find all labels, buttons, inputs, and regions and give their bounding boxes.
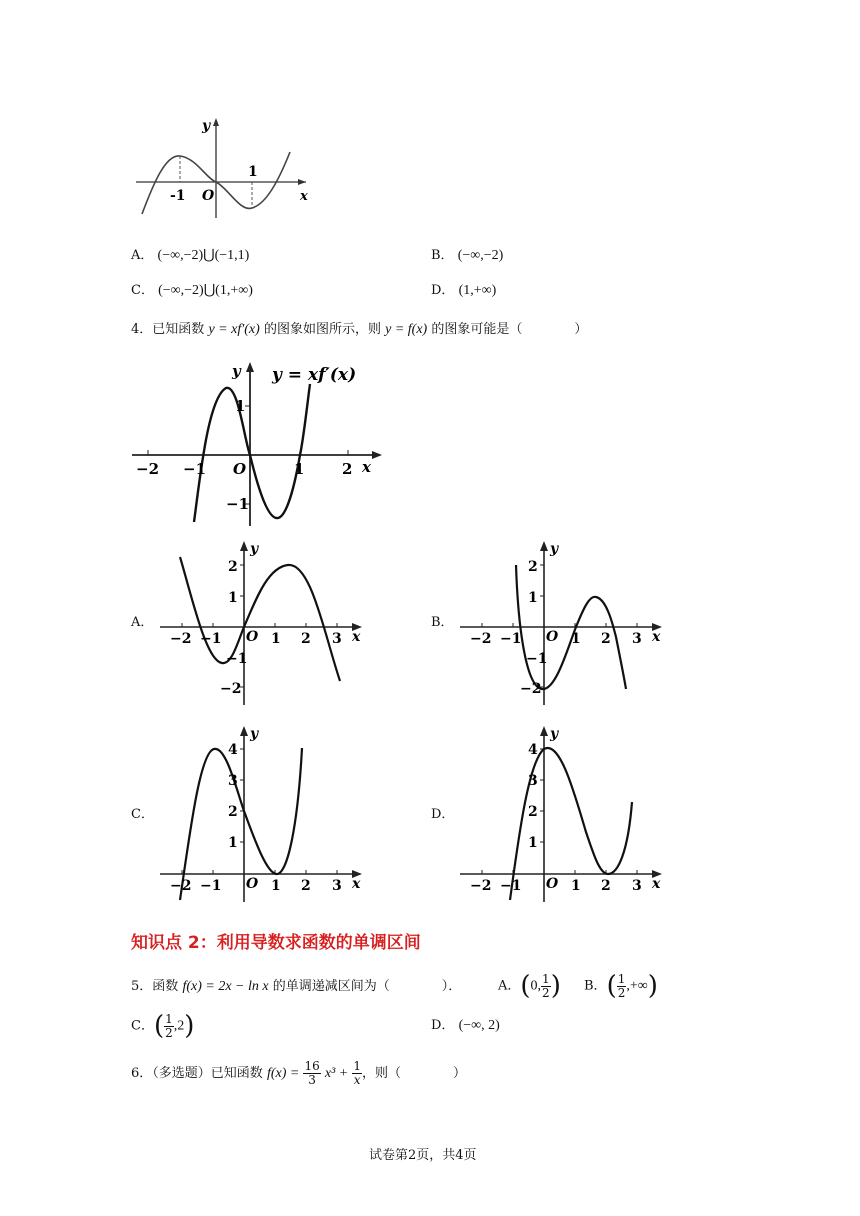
gc-ytick: 4 <box>228 742 238 758</box>
ga-x: x <box>352 629 361 645</box>
gd-origin: O <box>546 876 559 892</box>
gc-xtick: −1 <box>200 878 222 894</box>
q3-option-a-text: (−∞,−2)⋃(−1,1) <box>157 248 250 263</box>
fig1-one: 1 <box>248 164 258 180</box>
q4-option-b-label[interactable]: B． <box>431 615 454 630</box>
q4-option-a-label[interactable]: A． <box>131 615 154 630</box>
gd-xtick: 2 <box>601 878 611 894</box>
q5-option-b-fraction: $\frac{1}{2}$ <box>617 971 626 1000</box>
q5-stem <box>131 975 461 999</box>
q5-option-b[interactable]: B．( $\frac{1}{2}$ ,+∞) <box>584 971 658 1001</box>
q5-option-a-left: 0, <box>530 978 542 994</box>
q6-post: ，则（ ） <box>362 1066 467 1081</box>
fig1-y: y <box>202 118 211 134</box>
ga-xtick: 2 <box>301 631 311 647</box>
gb-ytick: 1 <box>528 590 538 606</box>
ga-xtick: −2 <box>170 631 192 647</box>
ga-xtick: −1 <box>200 631 222 647</box>
gc-xtick: 3 <box>332 878 342 894</box>
gb-xtick: 2 <box>601 631 611 647</box>
q3-option-d-text: (1,+∞) <box>458 283 497 298</box>
q4-number: 4． <box>131 322 153 337</box>
gb-xtick: −1 <box>500 631 522 647</box>
q5-number: 5． <box>131 979 153 994</box>
q4-post: 的图象可能是（ ） <box>431 322 588 337</box>
q5-post: 的单调递减区间为（ ）． <box>272 979 462 994</box>
gc-ytick: 1 <box>228 835 238 851</box>
q5-option-c-right: ,2 <box>173 1018 185 1034</box>
fig1-neg1: -1 <box>170 188 186 204</box>
q3-option-b-text: (−∞,−2) <box>457 248 504 263</box>
q5-option-b-right: ,+∞ <box>626 978 648 994</box>
q4-option-b-graph[interactable] <box>456 537 670 707</box>
q5-pre: 函数 <box>152 979 179 994</box>
q4-main-graph <box>128 358 390 530</box>
q4-mid: 的图象如图所示，则 <box>263 322 381 337</box>
main-graph-x: x <box>362 458 371 476</box>
gc-x: x <box>352 876 361 892</box>
q6-fraction-16-3: $\frac{16}{3}$ <box>304 1059 320 1087</box>
gb-ytick: −1 <box>526 651 548 667</box>
q5-option-d[interactable] <box>431 1016 500 1036</box>
q5-option-d-text: (−∞, 2) <box>458 1018 500 1033</box>
q4-option-c-label[interactable]: C． <box>131 807 154 822</box>
main-graph-ytick: −1 <box>226 495 250 513</box>
gb-xtick: 3 <box>632 631 642 647</box>
gc-xtick: −2 <box>170 878 192 894</box>
q5-option-a-label: A． <box>498 978 521 994</box>
q3-option-b[interactable] <box>431 246 503 266</box>
q6-stem <box>131 1052 466 1096</box>
q5-option-c-label: C． <box>131 1018 154 1034</box>
gc-ytick: 2 <box>228 804 238 820</box>
q5-option-b-label: B． <box>584 978 607 994</box>
gb-ytick: −2 <box>520 681 542 697</box>
q6-fraction-1-x: $\frac{1}{x}$ <box>353 1059 362 1087</box>
ga-y: y <box>250 541 259 557</box>
gd-xtick: 1 <box>571 878 581 894</box>
gb-xtick: −2 <box>470 631 492 647</box>
gd-ytick: 4 <box>528 742 538 758</box>
ga-ytick: 2 <box>228 559 238 575</box>
main-graph-xtick: −2 <box>136 460 160 478</box>
q6-x-cubed: x³ + <box>324 1066 349 1081</box>
ga-ytick: −2 <box>220 681 242 697</box>
main-graph-xtick: 1 <box>294 460 305 478</box>
main-graph-ytick: 1 <box>235 397 246 415</box>
gc-xtick: 2 <box>301 878 311 894</box>
main-graph-xtick: 2 <box>342 460 353 478</box>
q3-option-c-text: (−∞,−2)⋃(1,+∞) <box>158 283 253 298</box>
q4-option-d-graph[interactable] <box>456 722 670 904</box>
gc-origin: O <box>246 876 259 892</box>
gb-y: y <box>550 541 559 557</box>
q3-option-d[interactable] <box>431 281 496 301</box>
q3-option-a[interactable] <box>131 246 249 266</box>
q5-func: f(x) = 2x − ln x <box>182 979 269 994</box>
ga-xtick: 3 <box>332 631 342 647</box>
q5-option-a[interactable]: A．(0, $\frac{1}{2}$ ) <box>498 971 561 1001</box>
q4-pre: 已知函数 <box>152 322 205 337</box>
ga-ytick: −1 <box>226 651 248 667</box>
page-footer: 试卷第2页，共4页 <box>369 1148 477 1163</box>
q3-option-c-label: C． <box>131 283 154 298</box>
main-graph-y: y <box>232 362 241 380</box>
q5-option-d-label: D． <box>431 1018 455 1033</box>
ga-origin: O <box>246 629 259 645</box>
q4-func2: y = f(x) <box>385 322 428 337</box>
q4-option-d-label[interactable]: D． <box>431 807 455 822</box>
gb-x: x <box>652 629 661 645</box>
q3-figure <box>130 112 310 222</box>
q4-func1: y = xf′(x) <box>208 322 260 337</box>
fig1-x: x <box>300 189 308 204</box>
fig1-origin: O <box>202 188 215 204</box>
q3-option-d-label: D． <box>431 283 455 298</box>
gb-xtick: 1 <box>571 631 581 647</box>
section-heading: 知识点 2：利用导数求函数的单调区间 <box>131 933 421 953</box>
gc-xtick: 1 <box>271 878 281 894</box>
q6-number: 6． <box>131 1066 153 1081</box>
q5-option-c-fraction: $\frac{1}{2}$ <box>165 1011 173 1040</box>
gb-origin: O <box>546 629 559 645</box>
q6-pre: （多选题）已知函数 <box>152 1066 263 1081</box>
q5-option-a-fraction: $\frac{1}{2}$ <box>542 971 550 1000</box>
q4-option-c-graph[interactable] <box>156 722 370 904</box>
gd-xtick: −1 <box>500 878 522 894</box>
main-graph-xtick: −1 <box>183 460 207 478</box>
gd-y: y <box>550 726 559 742</box>
gd-x: x <box>652 876 661 892</box>
q5-option-c[interactable]: C．( $\frac{1}{2}$ ,2) <box>131 1011 195 1041</box>
gd-xtick: −2 <box>470 878 492 894</box>
q6-func-left: f(x) = <box>266 1066 300 1081</box>
ga-ytick: 1 <box>228 590 238 606</box>
q3-option-a-label: A． <box>131 248 154 263</box>
main-graph-origin: O <box>233 460 247 478</box>
gc-y: y <box>250 726 259 742</box>
gd-ytick: 3 <box>528 773 538 789</box>
gd-ytick: 1 <box>528 835 538 851</box>
q3-option-c[interactable] <box>131 281 253 301</box>
q4-option-a-graph[interactable] <box>156 537 370 707</box>
q3-option-b-label: B． <box>431 248 454 263</box>
gd-xtick: 3 <box>632 878 642 894</box>
q4-stem <box>131 320 587 340</box>
gd-ytick: 2 <box>528 804 538 820</box>
gc-ytick: 3 <box>228 773 238 789</box>
main-graph-title: y = xf′(x) <box>272 365 357 385</box>
ga-xtick: 1 <box>271 631 281 647</box>
gb-ytick: 2 <box>528 559 538 575</box>
